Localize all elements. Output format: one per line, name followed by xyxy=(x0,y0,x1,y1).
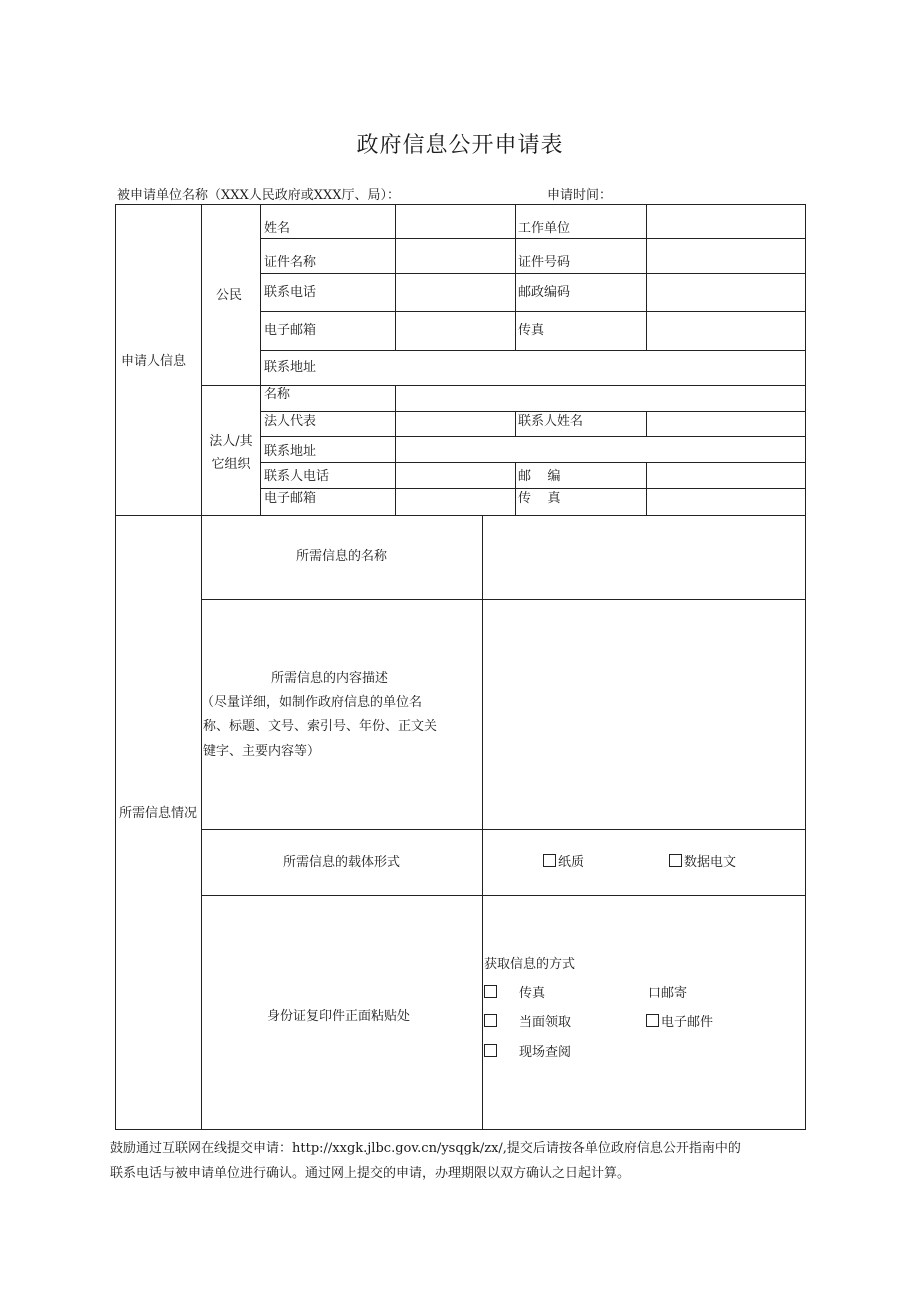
org-address-label: 联系地址 xyxy=(264,444,317,459)
phone-label: 联系电话 xyxy=(264,285,317,300)
method-in-person-label: 当面领取 xyxy=(519,1015,572,1030)
info-section-label: 所需信息情况 xyxy=(119,806,198,821)
divider-h-org3 xyxy=(260,462,806,463)
footer-line-1: 鼓励通过互联网在线提交申请：http://xxgk.jlbc.gov.cn/ysqgk/zx/,提交后请按各单位政府信息公开指南中的 xyxy=(110,1141,741,1156)
carrier-electronic-option[interactable] xyxy=(669,854,736,871)
agency-name-label: 被申请单位名称（XXX人民政府或XXX厅、局）： xyxy=(117,188,401,203)
divider-h-citizen-end xyxy=(201,385,806,386)
table-border-bottom xyxy=(115,1129,806,1130)
divider-v-info xyxy=(482,515,483,1130)
divider-h-org2 xyxy=(260,436,806,437)
carrier-electronic-label: 数据电文 xyxy=(684,855,737,870)
divider-h-org4 xyxy=(260,488,806,489)
divider-v-value1-citizen xyxy=(395,204,396,350)
method-title: 获取信息的方式 xyxy=(484,957,576,972)
carrier-paper-label: 纸质 xyxy=(558,855,585,870)
method-mail-label: 口邮寄 xyxy=(648,986,688,1001)
checkbox-icon[interactable] xyxy=(484,1044,497,1057)
work-unit-label: 工作单位 xyxy=(518,221,571,236)
application-form-table xyxy=(115,204,806,1130)
email-label: 电子邮箱 xyxy=(264,323,317,338)
legal-rep-label: 法人代表 xyxy=(264,414,317,429)
org-label: 法人/其它组织 xyxy=(209,434,253,472)
id-number-label: 证件号码 xyxy=(518,255,571,270)
checkbox-icon[interactable] xyxy=(543,854,556,867)
org-fax-label: 传 真 xyxy=(518,491,561,506)
table-border-top xyxy=(115,204,806,205)
divider-h-info1 xyxy=(201,599,806,600)
application-time-label: 申请时间： xyxy=(547,188,613,203)
method-email-option[interactable] xyxy=(646,1014,713,1031)
fax-label: 传真 xyxy=(518,323,545,338)
divider-h-info2 xyxy=(201,829,806,830)
divider-h-org1 xyxy=(260,411,806,412)
divider-v-subsection xyxy=(260,204,261,515)
divider-h-info3 xyxy=(201,895,806,896)
table-border-right xyxy=(805,204,806,1130)
checkbox-icon[interactable] xyxy=(484,985,497,998)
checkbox-icon[interactable] xyxy=(669,854,682,867)
contact-name-label: 联系人姓名 xyxy=(518,414,584,429)
method-in-person-option[interactable] xyxy=(484,1014,571,1031)
org-name-label: 名称 xyxy=(264,387,291,402)
applicant-info-label: 申请人信息 xyxy=(121,354,187,369)
divider-v-value1-org xyxy=(395,385,396,515)
org-postcode-label: 邮 编 xyxy=(518,469,561,484)
method-fax-label: 传真 xyxy=(519,986,546,1001)
info-desc-hint-2: 称、标题、文号、索引号、年份、正文关 xyxy=(203,719,438,734)
carrier-label: 所需信息的载体形式 xyxy=(282,855,400,870)
contact-phone-label: 联系人电话 xyxy=(264,469,330,484)
method-email-label: 电子邮件 xyxy=(661,1015,714,1030)
id-copy-paste-label: 身份证复印件正面粘贴处 xyxy=(267,1009,411,1024)
carrier-paper-option[interactable] xyxy=(543,854,584,871)
citizen-label: 公民 xyxy=(216,288,243,303)
address-label: 联系地址 xyxy=(264,360,317,375)
form-title: 政府信息公开申请表 xyxy=(356,133,564,158)
id-type-label: 证件名称 xyxy=(264,255,317,270)
method-onsite-option[interactable] xyxy=(484,1044,571,1061)
footer-line-2: 联系电话与被申请单位进行确认。通过网上提交的申请，办理期限以双方确认之日起计算。 xyxy=(110,1166,631,1181)
divider-v-label2-org-a xyxy=(515,411,516,436)
divider-h-row2 xyxy=(260,273,806,274)
divider-h-row1 xyxy=(260,238,806,239)
method-mail-option[interactable] xyxy=(648,985,687,1002)
method-fax-option[interactable] xyxy=(484,985,545,1002)
divider-v-label2-citizen xyxy=(515,204,516,350)
checkbox-icon[interactable] xyxy=(484,1014,497,1027)
info-desc-title: 所需信息的内容描述 xyxy=(271,671,389,686)
method-onsite-label: 现场查阅 xyxy=(519,1045,572,1060)
org-email-label: 电子邮箱 xyxy=(264,491,317,506)
divider-v-section xyxy=(201,204,202,1130)
divider-v-value2-citizen xyxy=(646,204,647,350)
divider-h-row3 xyxy=(260,311,806,312)
footer-note xyxy=(110,1136,815,1186)
divider-h-row4 xyxy=(260,350,806,351)
postcode-label: 邮政编码 xyxy=(518,285,571,300)
divider-h-applicant-end xyxy=(115,515,806,516)
info-desc-hint-3: 键字、主要内容等） xyxy=(203,744,321,759)
info-desc-hint-1: （尽量详细，如制作政府信息的单位名 xyxy=(201,695,423,710)
info-name-label: 所需信息的名称 xyxy=(295,549,387,564)
checkbox-icon[interactable] xyxy=(646,1014,659,1027)
table-border-left xyxy=(115,204,116,1130)
name-label: 姓名 xyxy=(264,221,291,236)
divider-v-value2-org-a xyxy=(646,411,647,436)
